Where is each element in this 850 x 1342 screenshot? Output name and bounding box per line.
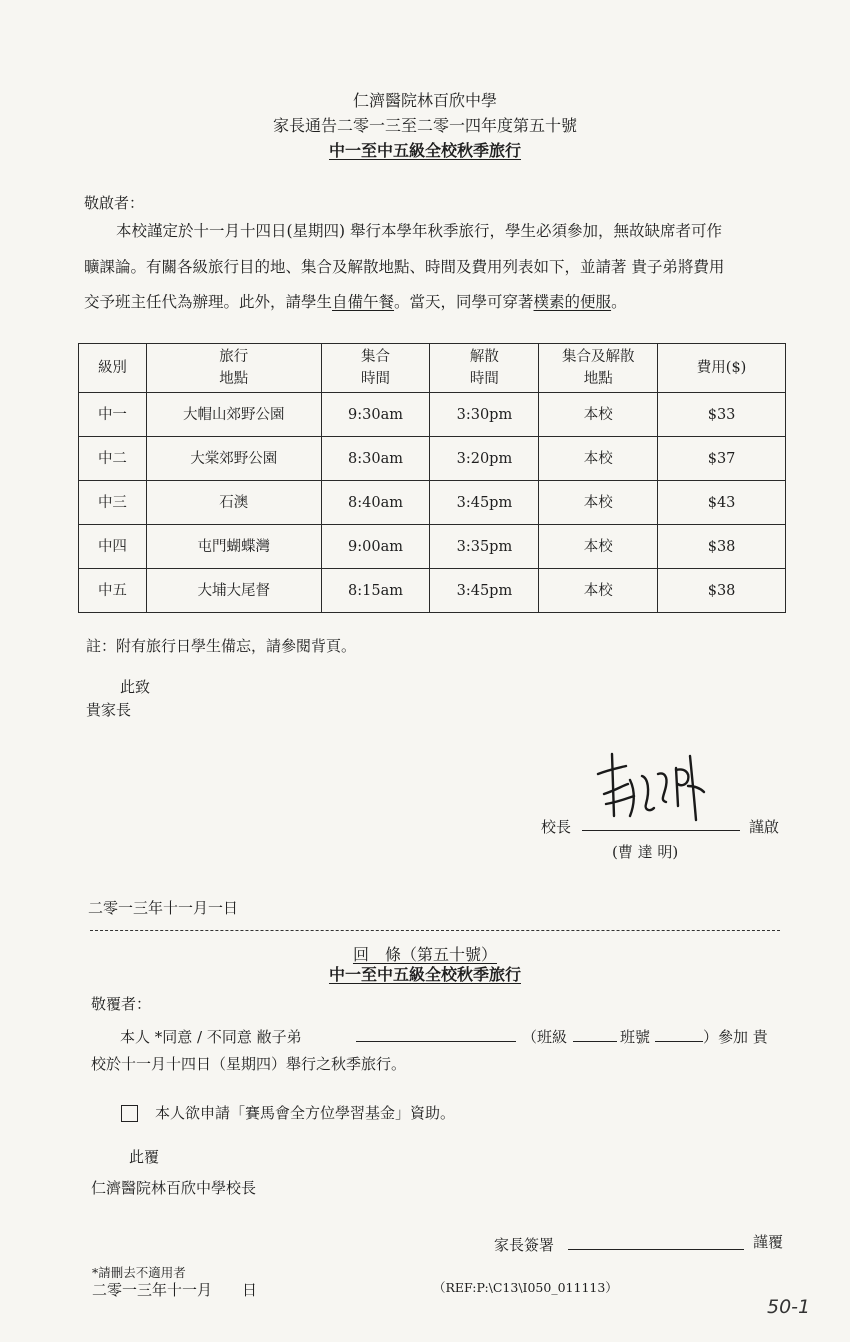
- cell-dismiss: 3:30pm: [430, 393, 539, 437]
- cell-fee: $37: [658, 437, 786, 481]
- cell-place: 本校: [539, 437, 658, 481]
- footnote: *請刪去不適用者: [92, 1265, 186, 1280]
- table-row: [79, 481, 786, 525]
- paragraph-line-1: 本校謹定於十一月十四日(星期四) 舉行本學年秋季旅行，學生必須參加，無故缺席者可作: [116, 222, 723, 240]
- header-fee: 費用($): [658, 344, 786, 393]
- parent-signature-field[interactable]: [568, 1249, 744, 1250]
- cell-level: 中四: [79, 525, 147, 569]
- page-mark: 50-1: [767, 1296, 811, 1318]
- paragraph-text: 。當天，同學可穿著: [394, 293, 534, 311]
- note: 註：附有旅行日學生備忘，請參閱背頁。: [86, 637, 357, 655]
- table-row: [79, 393, 786, 437]
- cell-place: 本校: [539, 393, 658, 437]
- header-dismiss-time: [430, 344, 539, 393]
- cell-assemble: 8:15am: [321, 569, 430, 613]
- trip-table: [78, 343, 786, 613]
- cell-level: 中三: [79, 481, 147, 525]
- cell-level: 中一: [79, 393, 147, 437]
- cell-fee: $33: [658, 393, 786, 437]
- reply-close-2: 仁濟醫院林百欣中學校長: [91, 1179, 257, 1197]
- reply-date-line: 二零一三年十一月 日: [92, 1281, 258, 1299]
- header-assemble-time: [321, 344, 430, 393]
- subsidy-text: 本人欲申請「賽馬會全方位學習基金」資助。: [155, 1104, 456, 1122]
- cell-destination: 大帽山郊野公園: [146, 393, 321, 437]
- paragraph-line-2: 曠課論。有關各級旅行目的地、集合及解散地點、時間及費用列表如下，並請著 貴子弟將費用: [84, 258, 725, 276]
- header-text: 時間: [361, 371, 391, 387]
- reply-consent-text: 本人 *同意 / 不同意 敝子弟: [120, 1028, 302, 1046]
- cell-place: 本校: [539, 569, 658, 613]
- cell-assemble: 8:40am: [321, 481, 430, 525]
- reply-body-line-2: 校於十一月十四日（星期四）舉行之秋季旅行。: [91, 1055, 407, 1073]
- reply-close-1: 此覆: [129, 1148, 160, 1166]
- school-name: 仁濟醫院林百欣中學: [352, 91, 497, 110]
- principal-label: 校長: [541, 818, 572, 836]
- closing-line-1: 此致: [120, 678, 151, 696]
- subsidy-checkbox[interactable]: [121, 1105, 138, 1122]
- header-text: 旅行: [219, 349, 249, 365]
- paragraph-text: 交予班主任代為辦理。此外，請學生: [84, 293, 333, 311]
- cell-fee: $38: [658, 569, 786, 613]
- cell-destination: 屯門蝴蝶灣: [146, 525, 321, 569]
- cell-destination: 大埔大尾督: [146, 569, 321, 613]
- header-destination: [146, 344, 321, 393]
- notice-title: 中一至中五級全校秋季旅行: [328, 141, 521, 160]
- cell-level: 中五: [79, 569, 147, 613]
- reply-title: 回 條（第五十號）: [352, 945, 497, 964]
- header-text: 集合及解散: [562, 349, 635, 365]
- parent-signoff: 謹覆: [753, 1233, 784, 1251]
- dress-instruction: 樸素的便服: [533, 293, 612, 311]
- principal-signature-line: [582, 830, 740, 831]
- reply-subtitle: 中一至中五級全校秋季旅行: [328, 965, 521, 984]
- cell-destination: 石澳: [146, 481, 321, 525]
- reference-code: （REF:P:\C13\I050_011113）: [433, 1280, 618, 1295]
- header-text: 時間: [469, 371, 499, 387]
- cell-assemble: 9:00am: [321, 525, 430, 569]
- header-level: 級別: [79, 344, 147, 393]
- notice-number: 家長通告二零一三至二零一四年度第五十號: [272, 116, 577, 135]
- header-text: 地點: [219, 371, 249, 387]
- cell-fee: $43: [658, 481, 786, 525]
- cell-destination: 大棠郊野公園: [146, 437, 321, 481]
- cell-assemble: 9:30am: [321, 393, 430, 437]
- cell-assemble: 8:30am: [321, 437, 430, 481]
- cell-dismiss: 3:45pm: [430, 481, 539, 525]
- notice-date: 二零一三年十一月一日: [88, 899, 239, 917]
- cut-line: [90, 930, 780, 931]
- cell-place: 本校: [539, 525, 658, 569]
- header-place: [539, 344, 658, 393]
- header-text: 地點: [583, 371, 613, 387]
- salutation: 敬啟者：: [84, 194, 145, 212]
- cell-place: 本校: [539, 481, 658, 525]
- table-row: [79, 525, 786, 569]
- closing-line-2: 貴家長: [86, 701, 132, 719]
- student-name-field[interactable]: [356, 1041, 516, 1042]
- table-header-row: [79, 344, 786, 393]
- reply-join-text: ）參加 貴: [703, 1028, 768, 1046]
- paragraph-text: 。: [611, 293, 627, 311]
- reply-salutation: 敬覆者：: [91, 995, 152, 1013]
- class-field[interactable]: [573, 1041, 617, 1042]
- lunch-instruction: 自備午餐: [332, 293, 395, 311]
- cell-dismiss: 3:45pm: [430, 569, 539, 613]
- header-text: 集合: [361, 349, 391, 365]
- cell-dismiss: 3:35pm: [430, 525, 539, 569]
- parent-sign-label: 家長簽署: [494, 1236, 555, 1254]
- paragraph-line-3: [84, 285, 790, 319]
- principal-name: (曹 達 明): [612, 843, 679, 861]
- table-row: [79, 437, 786, 481]
- table-row: [79, 569, 786, 613]
- header-text: 解散: [469, 349, 499, 365]
- cell-level: 中二: [79, 437, 147, 481]
- cell-fee: $38: [658, 525, 786, 569]
- principal-signature-graphic: [592, 746, 712, 828]
- class-label: （班級: [522, 1028, 568, 1046]
- principal-signoff: 謹啟: [749, 818, 780, 836]
- class-number-field[interactable]: [655, 1041, 703, 1042]
- class-number-label: 班號: [620, 1028, 651, 1046]
- cell-dismiss: 3:20pm: [430, 437, 539, 481]
